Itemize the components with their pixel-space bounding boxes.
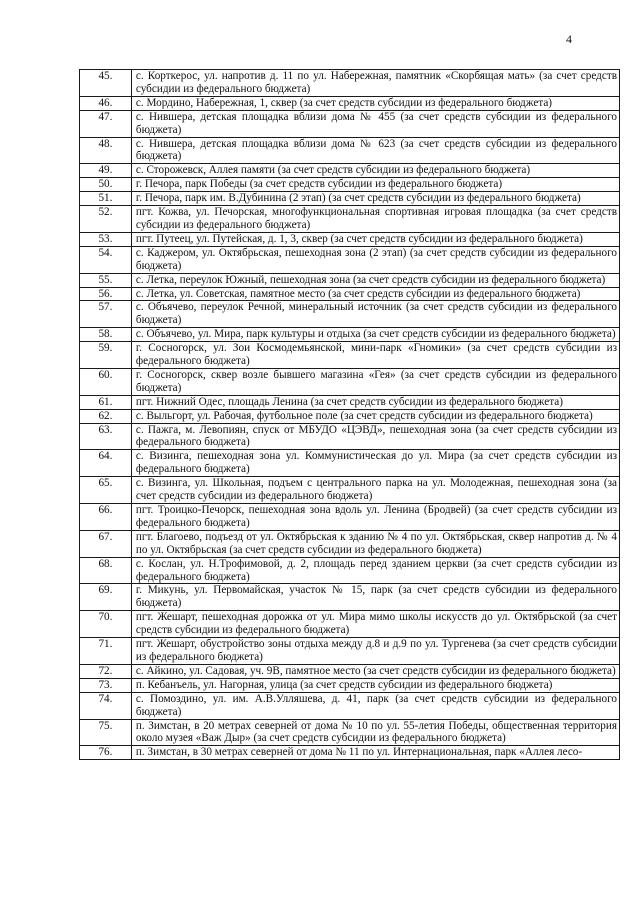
row-description: г. Печора, парк им. В.Дубинина (2 этап) (за счет средств субсидии из федерального бюджета) <box>131 192 619 206</box>
row-description: г. Сосногорск, ул. Зои Космодемьянской, мини-парк «Гномики» (за счет средств субсидии из федерального бюджета) <box>131 342 619 369</box>
row-description: г. Печора, парк Победы (за счет средств субсидии из федерального бюджета) <box>131 178 619 192</box>
row-description: с. Помоздино, ул. им. А.В.Улляшева, д. 41, парк (за счет средств субсидии из федерального бюджета) <box>131 692 619 719</box>
row-description: с. Объячево, переулок Речной, минеральный источник (за счет средств субсидии из федерального бюджета) <box>131 301 619 328</box>
row-number: 69. <box>80 584 132 611</box>
table-row <box>80 96 620 110</box>
table-row <box>80 450 620 477</box>
table-row <box>80 137 620 164</box>
table-body <box>80 70 620 760</box>
table-row <box>80 409 620 423</box>
row-description: г. Сосногорск, сквер возле бывшего магазина «Гея» (за счет средств субсидии из федерального бюджета) <box>131 368 619 395</box>
row-number: 57. <box>80 301 132 328</box>
row-description: с. Пажга, м. Левопиян, спуск от МБУДО «ЦЭВД», пешеходная зона (за счет средств субсидии из федерального бюджета) <box>131 423 619 450</box>
row-number: 62. <box>80 409 132 423</box>
row-number: 58. <box>80 328 132 342</box>
row-description: с. Нившера, детская площадка вблизи дома № 455 (за счет средств субсидии из федерального бюджета) <box>131 110 619 137</box>
table-row <box>80 664 620 678</box>
table-row <box>80 504 620 531</box>
table-row <box>80 638 620 665</box>
row-number: 71. <box>80 638 132 665</box>
row-number: 47. <box>80 110 132 137</box>
row-number: 54. <box>80 246 132 273</box>
row-description: п. Кебанъель, ул. Нагорная, улица (за счет средств субсидии из федерального бюджета) <box>131 678 619 692</box>
row-number: 68. <box>80 557 132 584</box>
objects-table <box>79 69 620 760</box>
row-description: пгт. Благоево, подъезд от ул. Октябрьская к зданию № 4 по ул. Октябрьская, сквер напротив д. № 4 по ул. Октябрьская (за счет средств субсидии из федерального бюджета) <box>131 530 619 557</box>
table-row <box>80 206 620 233</box>
row-number: 61. <box>80 395 132 409</box>
table-row <box>80 110 620 137</box>
row-number: 59. <box>80 342 132 369</box>
row-number: 53. <box>80 232 132 246</box>
row-description: с. Объячево, ул. Мира, парк культуры и отдыха (за счет средств субсидии из федерального бюджета) <box>131 328 619 342</box>
table-row <box>80 692 620 719</box>
table-row <box>80 273 620 287</box>
row-description: пгт. Троицко-Печорск, пешеходная зона вдоль ул. Ленина (Бродвей) (за счет средств субсидии из федерального бюджета) <box>131 504 619 531</box>
row-description: пгт. Путеец, ул. Путейская, д. 1, 3, сквер (за счет средств субсидии из федерального бюджета) <box>131 232 619 246</box>
table-row <box>80 192 620 206</box>
table-row <box>80 287 620 301</box>
row-description: с. Мордино, Набережная, 1, сквер (за счет средств субсидии из федерального бюджета) <box>131 96 619 110</box>
row-description: с. Визинга, ул. Школьная, подъем с центрального парка на ул. Молодежная, пешеходная зона (за счет средств субсидии из федерального бюджета) <box>131 477 619 504</box>
row-number: 72. <box>80 664 132 678</box>
row-number: 70. <box>80 611 132 638</box>
row-number: 60. <box>80 368 132 395</box>
row-number: 56. <box>80 287 132 301</box>
row-number: 76. <box>80 746 132 760</box>
table-row <box>80 477 620 504</box>
row-description: с. Летка, ул. Советская, памятное место (за счет средств субсидии из федерального бюджета) <box>131 287 619 301</box>
row-description: пгт. Жешарт, пешеходная дорожка от ул. Мира мимо школы искусств до ул. Октябрьской (за счет средств субсидии из федерального бюджета) <box>131 611 619 638</box>
page-number: 4 <box>566 32 572 46</box>
table-row <box>80 246 620 273</box>
row-description: с. Выльгорт, ул. Рабочая, футбольное поле (за счет средств субсидии из федерального бюджета) <box>131 409 619 423</box>
row-description: г. Микунь, ул. Первомайская, участок № 15, парк (за счет средств субсидии из федерального бюджета) <box>131 584 619 611</box>
row-number: 75. <box>80 719 132 746</box>
table-row <box>80 530 620 557</box>
row-description: с. Айкино, ул. Садовая, уч. 9В, памятное место (за счет средств субсидии из федерального бюджета) <box>131 664 619 678</box>
row-number: 74. <box>80 692 132 719</box>
table-row <box>80 423 620 450</box>
row-description: с. Летка, переулок Южный, пешеходная зона (за счет средств субсидии из федерального бюджета) <box>131 273 619 287</box>
row-number: 66. <box>80 504 132 531</box>
row-description: с. Корткерос, ул. напротив д. 11 по ул. Набережная, памятник «Скорбящая мать» (за счет средств субсидии из федерального бюджета) <box>131 70 619 97</box>
table-row <box>80 301 620 328</box>
row-number: 46. <box>80 96 132 110</box>
table-row <box>80 678 620 692</box>
table-row <box>80 395 620 409</box>
row-description: пгт. Кожва, ул. Печорская, многофункциональная спортивная игровая площадка (за счет средств субсидии из федерального бюджета) <box>131 206 619 233</box>
row-number: 49. <box>80 164 132 178</box>
row-description: пгт. Жешарт, обустройство зоны отдыха между д.8 и д.9 по ул. Тургенева (за счет средств субсидии из федерального бюджета) <box>131 638 619 665</box>
table-row <box>80 557 620 584</box>
row-description: п. Зимстан, в 30 метрах северней от дома № 11 по ул. Интернациональная, парк «Аллея лесо- <box>131 746 619 760</box>
table-row <box>80 746 620 760</box>
row-number: 65. <box>80 477 132 504</box>
row-number: 52. <box>80 206 132 233</box>
row-description: с. Сторожевск, Аллея памяти (за счет средств субсидии из федерального бюджета) <box>131 164 619 178</box>
row-number: 50. <box>80 178 132 192</box>
row-number: 55. <box>80 273 132 287</box>
row-number: 67. <box>80 530 132 557</box>
table-row <box>80 328 620 342</box>
row-number: 51. <box>80 192 132 206</box>
table-row <box>80 70 620 97</box>
table-row <box>80 368 620 395</box>
table-row <box>80 584 620 611</box>
row-description: пгт. Нижний Одес, площадь Ленина (за счет средств субсидии из федерального бюджета) <box>131 395 619 409</box>
table-row <box>80 611 620 638</box>
table-row <box>80 178 620 192</box>
row-number: 45. <box>80 70 132 97</box>
row-description: с. Каджером, ул. Октябрьская, пешеходная зона (2 этап) (за счет средств субсидии из федерального бюджета) <box>131 246 619 273</box>
table-row <box>80 342 620 369</box>
table-row <box>80 164 620 178</box>
row-number: 64. <box>80 450 132 477</box>
row-number: 73. <box>80 678 132 692</box>
row-description: с. Визинга, пешеходная зона ул. Коммунистическая до ул. Мира (за счет средств субсидии из федерального бюджета) <box>131 450 619 477</box>
table-row <box>80 719 620 746</box>
row-number: 48. <box>80 137 132 164</box>
row-description: с. Нившера, детская площадка вблизи дома № 623 (за счет средств субсидии из федерального бюджета) <box>131 137 619 164</box>
row-description: с. Кослан, ул. Н.Трофимовой, д. 2, площадь перед зданием церкви (за счет средств субсидии из федерального бюджета) <box>131 557 619 584</box>
row-description: п. Зимстан, в 20 метрах северней от дома № 10 по ул. 55-летия Победы, общественная территория около музея «Важ Дыр» (за счет средств субсидии из федерального бюджета) <box>131 719 619 746</box>
row-number: 63. <box>80 423 132 450</box>
table-row <box>80 232 620 246</box>
